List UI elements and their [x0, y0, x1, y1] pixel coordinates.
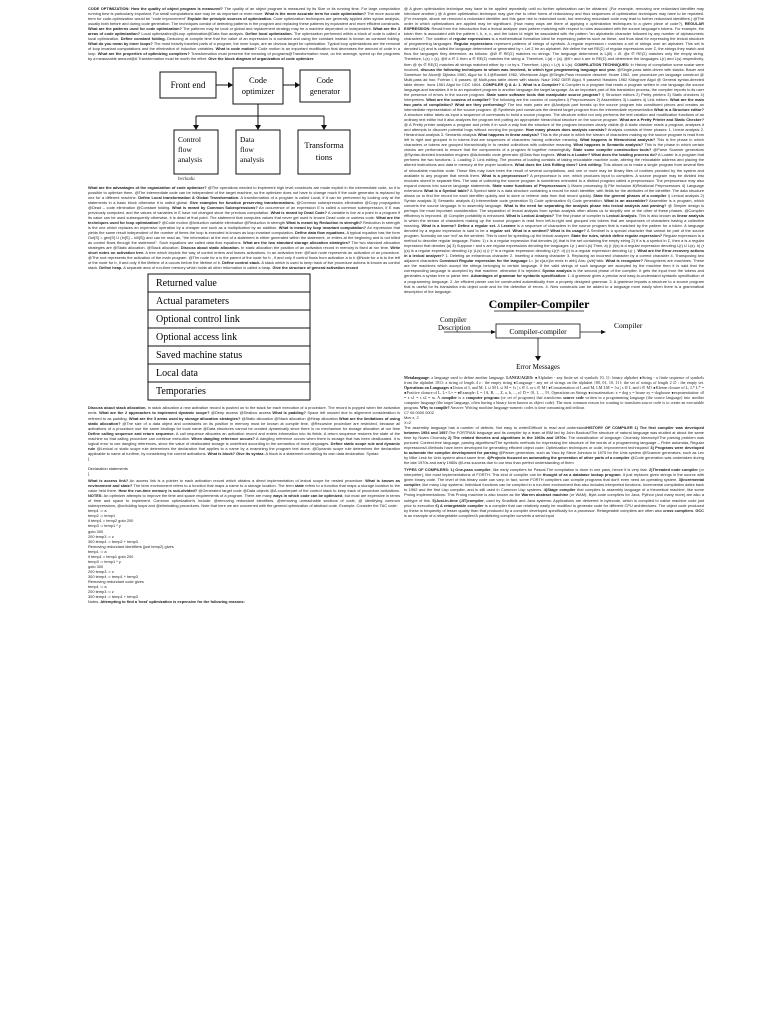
- text-run: 3) Programs were developed to automate the complier development for parsing: [404, 445, 704, 456]
- text-run: What is padding?: [272, 410, 306, 416]
- data-flow-label-2: flow: [240, 144, 254, 154]
- text-run: @ A given optimization technique may have to be applied repeatedly until no further optimization can be obtained. (For example, removing one redundant identifier may introduce another.) @ A given optimization technique may give rise to other forms of redundancy and thus sequences of optimization techniques may have to be repeated. (For example, above we removed a redundant identifier and this gave rise to redundant code, but removing redundant code may lead to further redundant identifiers.) @The order in which optimizations are applied may be significant. (How many ways are there of applying n optimization techniques to a given piece of code?).: [404, 6, 704, 27]
- text-run: is a: [456, 394, 466, 400]
- text-run: compiler: [441, 394, 457, 400]
- code-line: temp2 := temp1: [88, 513, 116, 519]
- text-run: In stack allocation a new activation record is pushed on to the stack for each execution of a procedure. The record is popped when the activation ends.: [88, 405, 400, 416]
- activation-record-diagram: [88, 272, 400, 403]
- code-line: Removing redundant code gives: [88, 579, 144, 584]
- text-run: An occurrence of an expression E is called a common subexpression, if E was previously computed, and the values of variables in E have not changed since the previous computation.: [88, 204, 400, 215]
- text-run: What is meant by loop invariant computation?: [278, 224, 366, 230]
- text-run: is a sequence of characters in the source program that is matched by the pattern for a token. A language denoted by a regular expression is said to be a: [404, 223, 704, 234]
- text-run: The quality of an object program is measured by its Size or its running time. For large computation running time is particularly important. For small computations size may be as important or even more.: [88, 6, 400, 17]
- text-run: An expression that yields the same result independent of the number of times the loop is executed is known as loop invariant computation.: [88, 224, 400, 235]
- lower2-paragraph: [88, 478, 400, 508]
- text-run: that compiles to assembly language of a theoretical machine, like some Prolog implementations: This Prolog machine is also known as the: [404, 487, 704, 498]
- tac-code-listing: [88, 508, 400, 599]
- text-run: GCC: [695, 507, 704, 513]
- text-run: Metalanguage: [404, 374, 429, 380]
- text-run: The first phase of compiler is: [554, 212, 607, 218]
- text-run: .: [693, 507, 696, 513]
- text-run: The most heavily traveled parts of a program, the inner loops, are an obvious target for optimization. Typical loop optimizations are the removal of loop invariant computations and the elimination of induction variables.: [88, 41, 400, 52]
- right-top-paragraph: [404, 6, 704, 294]
- text-run: What is the need for separating the analysis phase into lexical analysis and parsing?: [503, 202, 667, 208]
- text-run: 1. A grammar gives a precise and easy-to-understand syntactic specification of a programming language. 2. An efficient parser can be constructed automatically from a properly designed grammar. 3. A grammar imparts a structure to a source program that is useful for its translation into object code and for the detection of errors. 4. New constructs can be added to a language more easily when there is a grammatical description of the language.: [404, 273, 704, 294]
- text-run: This is the phase in which certain checks are performed to ensure that the components of a program fit together meaningfully.: [404, 142, 704, 153]
- text-run: is a compiler that can relatively easily be modified to generate code for different CPU architectures. The object code produced by these is frequently of lesser quality than that produced by a compiler developed specifically for a processor. Retargetable compilers are often also: [404, 502, 704, 513]
- text-run: What is meant by Dead Code?: [270, 209, 327, 215]
- text-run: @Parse Scanner generators @Syntax-directed translation engines @Automatic code generator @Data flow engines.: [404, 147, 704, 158]
- text-run: State some software tools that manipulate source program?: [486, 91, 601, 97]
- text-run: What happens in linear analysis?: [477, 132, 540, 138]
- text-run: What is a Symbol table?: [423, 187, 470, 193]
- text-run: The optimization performed within a block of code is called a local optimization.: [88, 31, 400, 42]
- data-flow-label-3: analysis: [240, 154, 265, 164]
- text-run: @ A Pretty printer analyses a program and prints it in such a way that the structure of the program becomes clearly visible.@ A static checker reads a program, analyses it and attempts to discover potential bugs without running the program.: [404, 122, 704, 133]
- text-run: What do you mean by inner loops?: [88, 41, 153, 47]
- text-run: @Single-pass table-driven with stacks: Bauer and Samelson for Alcor@ Dijkstra 1960, Algol for X-1@Randell 1962, Whetstone Algol @Single-Pass recursive descent: Hoare 1962, one procedure per language construct @ Multi-pass ad hoc: Fortran I, 6 passes. @ Multi-pass table driven with stacks: Naur 1962 GIER Algol, 9 passes// Hawkins 1962 Kidsgrove Algol @ General syntax-directed table driven: Irons 1961 Algol for CDC 1604.: [404, 66, 704, 87]
- front-end-label: Front end: [170, 79, 206, 90]
- text-run: What happens in Semantic analysis?: [573, 142, 644, 148]
- text-run: TYPES OF COMPILERS: 1) One-pass compiler: [404, 467, 491, 473]
- intro-paragraph: [88, 6, 400, 62]
- text-run: Local optimization@Loop optimization@Data flow analysis.: [140, 31, 246, 37]
- text-run: A stack which is used to keep track of live procedure actions is known as control stack.: [88, 260, 400, 271]
- text-run: What are the main two parts of compilation? What are they performing?: [404, 96, 704, 107]
- text-run: @Lexical or static scope rule determines the declaration that applies to a name by a examining the program text alone. @Dynamic scope rule determines the declaration applicable to name at runtime, by considering the current activations.: [88, 445, 400, 456]
- transformations-label-2: tions: [315, 151, 333, 162]
- text-run: Code optimization techniques are generally applied after syntax analysis, usually both before and during code generation. The techniques consist of detecting patterns in the program and replacing these patterns by equivalent and more efficient constructs.: [88, 16, 400, 27]
- text-run: LANGUAGES:: [506, 374, 534, 380]
- cc-title: Compiler-Compiler: [488, 296, 590, 311]
- text-run: What are the cousins of compiler?: [426, 96, 491, 102]
- code-line: 300 temp4 := temp2 + temp3: [88, 538, 138, 544]
- code-line: Removing redundant identifiers (just temp2) gives: [88, 543, 174, 549]
- text-run: This is the phase in which characters or tokens are grouped hierarchically in to nested collections with collective meaning.: [404, 137, 704, 148]
- text-run: .: [509, 228, 513, 234]
- text-run: 5)Just-in-time (JIT)compiler: [432, 497, 484, 503]
- text-run: ●Union of L and M, L ∪ M L ∪ M = {s | s ∈ L or s ∈ M} ●Concatenation of L and M, LM LM = {st | s ∈ L and t ∈ M} ●Kleene closure of L, L* L* = ●Positive closure of L, L+ L+ = ●Example: L = {A, B, ..., Z, a, b, ..., z} D = {0, 1, ..., 9}. Operations on Strings ●concatenation: x = dog y = house xy = doghouse ●exponentiation: s0 = ε s1 = s s2 = ss. A: [404, 384, 704, 400]
- text-run: Lexical Analysis: [606, 212, 637, 218]
- text-run: A: [496, 223, 502, 229]
- text-run: The two main parts are @Analysis part breaks up the source program into constituent pieces and creates an intermediate representation of the source program. @ Synthesis part constructs the desired target program from the intermediate representation: [404, 101, 704, 112]
- text-run: Reduction in strength is the one which replaces an expensive operation by a cheaper one such as a multiplication by an addition.: [88, 219, 400, 230]
- compiler-compiler-diagram: [404, 296, 704, 373]
- activation-record-field: Temporaries: [156, 386, 206, 398]
- activation-record-field: Local data: [156, 368, 198, 380]
- text-run: The term environment refers to a function that maps a name to a storage location. The term: [132, 483, 295, 489]
- text-run: What does the Link Editing does? Link editing:: [514, 162, 603, 168]
- text-run: Define data flow equations.: [294, 229, 346, 235]
- code-line: 300 temp4 := temp1 + temp3: [88, 594, 138, 600]
- code-line: 200 temp3 := z: [88, 533, 114, 539]
- text-run: COMPILER Q & A: 1. What is a Compiler?: [482, 81, 561, 87]
- text-run: CODE OPTIMIZATION: How the quality of object program is measured?: [88, 6, 223, 11]
- text-run: What is meant by Common Subexpressions?: [171, 204, 258, 210]
- mid-paragraph: [88, 185, 400, 271]
- text-run: This allows us to make a single program from several files of relocatable machine code. These files may have been the result of several compilations, and one or more may be library files of routines provided by the system and available to any program that needs them.: [404, 162, 704, 178]
- activation-record-field: Returned value: [156, 278, 217, 290]
- code-optimizer-diagram-svg: [88, 64, 400, 182]
- metalanguage-paragraph: [404, 375, 704, 410]
- text-run: The two standard allocation strategies are @Static allocation. @Stack allocation.: [88, 240, 400, 251]
- text-run: Analysis consists of three phases: 1. Linear analysis 2. Hierarchical analysis 3. Semantic analysis: [404, 127, 704, 138]
- text-run: @Code generation was undertaken during the late 1970s and early 1980s @Less success due to our less than perfect understanding of them: [404, 455, 704, 466]
- code-generator-box: [300, 70, 350, 102]
- text-run: State the rules, which define regular expression?: [571, 233, 663, 239]
- text-run: A separate area of run-time memory which holds all other information is called a heap.: [122, 265, 273, 271]
- text-run: Discuss about stack allocation.: [88, 405, 147, 411]
- text-run: in which the stream of characters making up the source program is read from left-to-right and grouped into tokens that are sequences of characters having a collective meaning.: [404, 217, 704, 229]
- code-line: temp3 := temp1 * y: [88, 558, 121, 564]
- text-run: 3)Incremental compiler: [404, 477, 704, 488]
- text-run: Code motion is an important modification that decreases the amount of code in a loop.: [88, 46, 400, 57]
- cc-description-label-2: Description: [438, 323, 471, 332]
- text-run: linear analysis: [677, 212, 704, 218]
- text-run: @The size of a data object and constraints on its position in memory must be known at compile time. @Recursive procedure are restricted, because all activations of a procedure use the same bindings for local name @Data structures cannot be created dynamically since there is no mechanism for storage allocation at run time: [88, 420, 400, 431]
- text-run: : The classification of language: Chomsky hierarchy//The parsing problem was pursued: Context-free language, parsing algorithms//The symbolic methods for expressing the structure of the words of a programming language – Finite automata, Regular expressions//-Methods have been developed for generating efficient object code: Optimization techniques or code, improvement techniques//: [404, 434, 704, 451]
- text-run: , like many Lisp systems: Individual functions can be compiled in a run-time environment that also includes interpreted functions. Incremental compilation dates back to 1962 and the first Lisp compiler, and is still used in Common Lisp systems.: [404, 482, 704, 493]
- text-run: The patterns may be local or global and replacement strategy may be a machine dependent or independent.: [181, 26, 373, 32]
- text-run: Space left unused due to alignment consideration is referred to as padding.: [88, 410, 400, 421]
- cc-compiler-label: Compiler: [614, 320, 643, 330]
- text-run: A transformation of a program is called Local, if it can be performed by looking only at the statements in a basic block otherwise it is called global.: [88, 194, 400, 205]
- text-run: ●Alphabet - any finite set of symbols {0, 1}: binary alphabet ●String - a finite sequence of symbols from the alphabet 1011: a string of length 4 ε : the empty string ●Language - any set of strings on the alphabet {00, 01, 10, 11}: the set of strings of length 2 ∅ : the empty set.: [404, 374, 704, 385]
- text-run: Define control stack.: [222, 260, 261, 266]
- text-run: COMPILATION TECHNIQUES:: [574, 61, 630, 67]
- text-run: : a language used to define another language.: [428, 374, 507, 380]
- text-run: Define heap.: [99, 265, 123, 271]
- text-run: What is a lexeme? Define a regular set.: [421, 223, 497, 229]
- notes-last: Notes. Attempting to find a 'best' optimization is expensive for the following reasons:: [88, 599, 245, 605]
- text-run: Answer: Writing machine language-numeric codes is time consuming and tedious: [449, 404, 585, 410]
- text-run: i) Structure editors 2) Pretty printers 3) Static checkers 4) Interpreters.: [404, 91, 704, 102]
- text-run: What are the properties of optimizing compilers?: [97, 51, 190, 57]
- text-run: 4)Projects focused on automating the generation of other parts of a compiler: [487, 455, 630, 461]
- text-run: , used by Smalltalk and Java systems: Applications are delivered in bytecode, which is compiled to native machine code just prior to execution: [404, 497, 704, 508]
- text-run: @Parser generators, such as Yacc by Steve Johnson in 1975 for the Unix system @Scanner generators, such as Lex by Mike Lesk for Unix system about same time.: [404, 450, 704, 461]
- history-paragraph: [404, 425, 704, 465]
- text-run: In History of compilation some scalar were involved,: [404, 61, 704, 72]
- control-flow-label-2: flow: [178, 144, 192, 154]
- text-run: A Sentinel is a special character that cannot be part of the source program. Normally we use 'eof' as the sentinel. This is used for speeding-up the lexical analyzer.: [404, 228, 704, 239]
- code-line: Declaration statements: [88, 465, 128, 471]
- text-run: REGULAR EXPRESSION: [404, 21, 704, 32]
- text-run: What is known as environment and state?: [88, 478, 400, 489]
- text-run: What is a sentinel? What is its usage?: [512, 228, 586, 234]
- text-run: Assembler is a program, which converts the source language in to assembly language.: [404, 197, 704, 208]
- text-run: @Common subexpression elimination @Copy propagation @Dead – code elimination @Constant folding.: [88, 199, 400, 210]
- text-run: What are the 3 areas used by storage allocation strategies?: [128, 415, 241, 421]
- transformations-label-1: Transforma: [304, 139, 344, 150]
- text-run: : Recall from the introduction that a lexical analyser uses pattern matching with respect to rules associated with the source language's tokens. For example, the token then is associated with the pattern t, h, e, n, and the token id might be associated with the pattern "an alphabetic character followed by any number of alphanumeric characters". The notation of: [404, 26, 704, 42]
- text-run: Advantages of grammar for syntactic specification:: [470, 273, 567, 279]
- text-run: cross compilers: [663, 507, 694, 513]
- text-run: HISTORY OF COMPILER 1) The first compiler was developed between 1954 and 1957: [404, 424, 704, 435]
- text-run: What is a Loader? What does the loading process do?: [556, 152, 658, 158]
- text-run: Write short notes on activation tree.: [88, 245, 400, 256]
- text-run: How the run-time memory is sub-divided?: [118, 488, 198, 494]
- activation-record-field: Optional control link: [156, 314, 240, 326]
- text-run: Give the structure of general activation record: [272, 265, 358, 271]
- text-run: What are the patterns used for code optimization?: [88, 26, 182, 32]
- text-run: ways in which code can be optimized: [273, 493, 343, 499]
- text-run: What are the 3 areas of code optimization?: [88, 26, 400, 37]
- text-run: A structure editor takes as input a sequence of commands to build a source program. The structure editor not only performs the text creation and modification functions of an ordinary text editor but it also analyzes the program text putting an appropriate hierarchical structure on the source program.: [404, 111, 704, 123]
- text-run: is a mathematical formalism ideal for expressing patterns such as these, and thus ideal for expressing the lexical structure of programming languages.: [404, 36, 704, 47]
- text-run: A call sequence allocates an activation record and enters information into its fields. A return sequence restores the state of the machine so that calling procedure can continue execution.: [88, 430, 400, 441]
- block-syntax: [88, 456, 400, 476]
- text-run: How many phases does analysis consists?: [525, 127, 607, 133]
- text-run: Syntax analysis: [542, 268, 572, 274]
- text-run: is the second phase of the compiler. It gets the input from the tokens and generates a syntax tree or parse tree.: [404, 268, 704, 279]
- text-run: Explain the principle sources of optimization.: [187, 16, 273, 22]
- code-line: if temp1 = temp2 goto 200: [88, 518, 134, 524]
- text-run: State the general phases of a compiler: [593, 192, 667, 198]
- text-run: Operations on Languages: [404, 384, 449, 390]
- diagram-watermark: beckadu: [178, 176, 195, 182]
- code-line: temp1 := a: [88, 548, 107, 554]
- text-run: Regular expression is a method to describe regular language. Rules: 1) ε is a regular expression that denotes {ε} that is the set containing the empty string 2) If a is a symbol in Σ, then a is a regular expression that denotes {a} 3) Suppose r and s are regular expressions denoting the languages L(r ) and L(s) Then, a) (r )/(s) is a regular expression denoting L(r) U L(s). b) (r )(s) is a regular expression denoting L(r )L(s) c) (r )* is a regular expression denoting L(r)*. d) (r) is a regular expression denoting L(r ).: [404, 233, 704, 254]
- left-column: [88, 6, 400, 1018]
- text-run: source code: [563, 394, 584, 400]
- code-line: Mov x, 2: [404, 414, 419, 420]
- lower-paragraph: [88, 405, 400, 455]
- text-run: A Symbol table is a data structure containing a record for each identifier, with fields for the attributes of the identifier. The data structure allows us to find the record for each identifier quickly and to store or retrieve data from that record quickly.: [404, 187, 704, 198]
- text-run: regular set: [489, 228, 510, 234]
- text-run: What are the advantages of the organization of code optimizer?: [88, 184, 207, 190]
- control-flow-label-1: Control: [178, 134, 201, 144]
- text-run: An optimizer attempts to improve the time and space requirements of a program. There are many: [102, 493, 273, 499]
- cc-error-label: Error Messages: [516, 362, 560, 371]
- text-run: The following are the cousins of compilers i) Preprocessors 2) Assemblers 3) Loaders 4) Link editors.: [490, 96, 670, 102]
- code-line: X=2: [404, 419, 412, 425]
- code-optimizer-label-1: Code: [249, 74, 267, 85]
- types-paragraph: [404, 467, 704, 517]
- text-run: The assembly language has a number of defects: Not easy to write//Difficult to read and understand: [404, 424, 587, 430]
- code-line: goto 300: [88, 528, 104, 534]
- text-run: Define Local transformation & Global Transformation.: [138, 194, 240, 200]
- activation-record-field: Actual parameters: [156, 296, 230, 308]
- text-run: Define static scope rule and dynamic rule: [88, 440, 400, 451]
- text-run: The more accurate term for code-optimization would be "code improvement": [88, 11, 400, 22]
- activation-record-svg: [88, 272, 400, 402]
- text-run: Regular expressions: [453, 41, 493, 47]
- text-run: i) Macro processing ii) File inclusion iii)Relational Preprocessors 4) Language extensions: [404, 182, 704, 193]
- text-run: When dangling reference occurs?: [191, 435, 255, 441]
- control-flow-label-3: analysis: [178, 154, 203, 164]
- text-run: What are the Error-recovery actions in a lexical analyzer?: [404, 248, 704, 259]
- text-run: What is meant by Reduction in strength?: [286, 219, 363, 225]
- text-run: Discuss about static allocation.: [180, 245, 240, 251]
- text-run: Give examples for function preserving transformations.: [189, 199, 295, 205]
- text-run: What is a Structure editor?: [654, 106, 704, 112]
- text-run: A Compiler is a program that reads a program written in one language-the source language-and translates it in to an equivalent program in another language-the target language. As an important part of this translation process, the compiler reports to its user the presence of errors in the source program.: [404, 81, 704, 97]
- text-run: Lexeme: [501, 223, 516, 229]
- text-run: :The FORTRAN language and its compiler by a team at IBM led by John Backus//The structure of natural language was studied at about the same time by Noam Chomsky: [404, 429, 704, 440]
- code-line: temp1 := a: [88, 584, 107, 590]
- text-run: Define constant folding.: [120, 36, 166, 42]
- text-run: Define local optimization.: [245, 31, 293, 37]
- text-run: . This is also known as: [636, 212, 678, 218]
- text-run: What are the two standard storage allocation strategies?: [243, 240, 351, 246]
- code-line: }: [88, 471, 90, 477]
- text-run: 2) The related theories and algorithms in the 1960s and 1970s: [447, 434, 566, 440]
- text-run: (or interpreter), like most implementations of FORTH: This kind of compiler can be: [404, 467, 704, 478]
- text-run: 4)Stage compiler: [543, 487, 576, 493]
- text-run: State some compiler construction tools?: [572, 147, 652, 153]
- text-run: What are the techniques used for loop optimization?: [88, 214, 400, 225]
- text-run: is an example of a retargetable compiler//A parallelizing compiler converts a serial input: [404, 512, 555, 518]
- text-run: Construct Regular expression for the language: [439, 258, 528, 264]
- code-line: goto 300: [88, 563, 104, 569]
- text-run: Warren abstract machine: [521, 492, 569, 498]
- text-run: A variable is live at a point in a program if its value can be used subsequently otherwise, it is dead at that point. The statement that computes values that never get used is known Dead code or useless code.: [88, 209, 400, 220]
- code-line: C7 06 0000 0002: [404, 409, 434, 415]
- text-run: Deducing at compile time that the value of an expression is a constant and using the constant instead is known as constant folding.: [165, 36, 400, 42]
- text-run: What is access link?: [88, 478, 129, 484]
- text-run: What are the 2 approaches to implement dynamic scope?: [99, 410, 210, 416]
- text-run: computer program: [465, 394, 500, 400]
- code-line: 200 temp3 := z: [88, 589, 114, 595]
- text-run: 1. Deleting an extraneous character 2. Inserting a missing character 3. Replacing an incorrect character by a correct character 4. Transposing two adjacent characters: [404, 253, 704, 264]
- text-run: 6) A retargetable compiler: [435, 502, 484, 508]
- text-run: @Deep access @Shallow access: [209, 410, 273, 416]
- text-run: L= {w ε{a,b}/w ends in abb} Ans: {a/b}*abb.: [527, 258, 606, 264]
- text-run: NOTES:: [88, 493, 103, 499]
- text-run: 2)Threaded code compiler: [649, 467, 698, 473]
- text-run: What is the more accurate term for code optimization?: [264, 11, 367, 17]
- text-run: , like early compilers for Pascal:The compilation is done in one pass, hence it is very fast.: [490, 467, 649, 473]
- text-run: @ Simpler design is perhaps the most important consideration. The separation of lexical analysis from syntax analysis often allows us to simplify one or the other of these phases. @Compiler efficiency is improved. @ Compiler portability is enhanced.: [404, 202, 704, 218]
- text-run: thought of as a database lookup program: [542, 472, 621, 478]
- text-run: What happens in Hierarchical analysis?: [579, 137, 656, 143]
- code-line: temp1 := a: [88, 508, 107, 514]
- text-run: A Loader is a program that performs the two functions: 1. Loading 2. Link editing. The process of loading consists of taking relocatable machine code, altering the relocatable address and placing the altered instructions and data in memory at the proper locations.: [404, 152, 704, 168]
- text-run: A typical equation has the form Out[S] = gen[S] U (In[S] – kill[S]) and can be read as, "the information at the end of a statement is either generated within the statement, or enters at the beginning and is not killed as control flows through the statement". Such equations are called data flow equations.: [88, 229, 400, 246]
- assembly-example: [404, 410, 704, 425]
- text-run: @The operations needed to implement high level constructs are made explicit in the intermediate code, so it is possible to optimize them. @The intermediate code can be independent of the target machine, so the optimizer does not have to change much if the code generator is replaced by one for a different machine.: [88, 184, 400, 200]
- text-run: A tree which depicts the way of control enters and leaves activations. In an activation tree: @Each node represents an activation of an procedure. @The root represents the activation of the main program. @The node for a is the parent of the node for b , if and only if control flows from activation a to b @Node for a is to the left of the node for b, if and only if the lifetime of a occurs before the lifetime of b.: [88, 250, 400, 266]
- text-run: Define calling sequence and return sequence.: [88, 430, 175, 436]
- text-run: What is an assembler?: [604, 197, 648, 203]
- text-run: regular expressions: [453, 36, 491, 42]
- data-flow-label-1: Data: [240, 134, 255, 144]
- code-optimizer-label-2: optimizer: [241, 85, 275, 96]
- text-run: state: [294, 483, 304, 489]
- text-run: refers to a function that maps a storage location to the value held there.: [88, 483, 400, 494]
- code-line: 200 temp3 := z: [88, 568, 114, 574]
- activation-record-field: Saved machine status: [156, 350, 243, 362]
- code-line: if temp1 = temp1 goto 200: [88, 553, 134, 559]
- text-run: This is the phase in which the stream of characters making up the source program is read from left to right and grouped in to tokens that are sequences of characters having collective meaning.: [404, 132, 704, 143]
- code-line: 300 temp4 := temp1 + temp3: [88, 573, 138, 579]
- text-run: discuss the following techniques to whom was involved, to which type programming language and year.: [420, 66, 616, 72]
- compiler-compiler-svg: [404, 296, 704, 372]
- code-line: temp3 := temp1 * y: [88, 523, 121, 529]
- text-run: @Generated target code @Data objects @A counterpart of the control stack to keep track of procedure activations.: [197, 488, 400, 494]
- code-generator-label-1: Code: [316, 75, 334, 85]
- text-run: A dangling reference occurs when there is storage that has been deallocated. It is logical error to use dangling references, since the value of deallocated storage is undefined according to the semantics of most languages.: [88, 435, 400, 446]
- right-column: [404, 6, 704, 1018]
- text-run: A preprocessor is one, which produces input to compilers. A source program may be divided into modules stored in separate files. The task of collecting the source program is sometimes entrusted to a distinct program called a preprocessor. The preprocessor may also expand macros into source language statements.: [404, 172, 704, 188]
- text-run: What is a preprocessor?: [481, 172, 529, 178]
- text-run: (or WAM). Byte-code compilers for Java, Python (and many more) are also a subtype of this.: [404, 492, 704, 503]
- text-run: What are the limitations of using static allocation?: [88, 415, 400, 426]
- text-run: What is code motion?: [215, 46, 257, 52]
- text-run: , but most are expensive in terms of time and space to implement. Common optimization's include: @removing redundant identifiers, @removing unreachable sections of code, @ identifying common subexpressions, @unfolding loops and @eliminating procedures. Note that here we are concerned with the general optimization of abstract code. Example. Consider the TAC code:: [88, 493, 400, 509]
- text-run: In static allocation the position of an activation record in memory is fixed at run time.: [239, 245, 391, 251]
- code-line: {: [88, 455, 90, 461]
- text-run: An access link is a pointer to each activation record which obtains a direct implementation of lexical scope for nested procedure.: [128, 478, 366, 484]
- text-run: A block is a statement containing its own data declaration. Syntax:: [264, 450, 380, 456]
- text-run: Give the block diagram of organization of code optimizer.: [208, 56, 315, 62]
- text-run: Why to compile?: [419, 404, 450, 410]
- cc-box-label: Compiler-compiler: [509, 326, 567, 336]
- text-run: @Code motion @Induction variable elimination @Reduction in strength: [160, 219, 287, 225]
- text-run: @Static allocation @Stack allocation @Heap allocation: [240, 415, 340, 421]
- text-run: State some functions of Preprocessors: [492, 182, 567, 188]
- text-run: What is block? Give its syntax.: [207, 450, 265, 456]
- cc-description-label-1: Compiler: [440, 315, 467, 324]
- text-run: What is recognizer?: [605, 258, 644, 264]
- text-run: What are a Pretty Printer and Static Checker?: [619, 117, 704, 123]
- text-run: (or set of programs) that transforms: [499, 394, 564, 400]
- activation-record-field: Optional access link: [156, 332, 238, 344]
- text-run: . It just replaces given strings in the source with given binary code. The level of this binary code can vary; in fact, some FORTH compilers can compile programs that don't even need an operating system.: [404, 472, 704, 483]
- text-run: represent patterns of strings of symbols. A regular expression r matches a set of strings over an alphabet. This set is denoted L(r) and is called the language determined or generated by r. Let Σ be an alphabet. We define the set RE(Σ) of regular expressions over Σ, the strings they match and thus the languages they determine, as follows: @Ø ∈ RE(Σ) matches no strings. The language determined is L(Ø) = Ø. @ε ∈ RE(Σ) matches only the empty string. Therefore, L(ε) = {ε}. @If a ∈ Σ then a ∈ RE(Σ) matches the string a. Therefore, L(a) = {a}. @If r and s are in RE(Σ) and determine the languages L(r) and L(s) respectively, then @ r|s ∈ RE(Σ) matches all strings matched either by r or by s. Therefore, L(r|s) = L(r) ∪ L(s).: [404, 41, 704, 67]
- text-run: Recognizers are machines. These are the machines which accept the strings belonging to certain language. If the valid strings of such language are accepted by the machine then it is said that the corresponding language is accepted by that machine, otherwise it is rejected.: [404, 258, 704, 274]
- code-optimizer-diagram: [88, 64, 400, 183]
- code-generator-label-2: generator: [309, 86, 341, 96]
- text-run: i) Lexical analysis 2) Syntax analysis 3) Semantic analysis 4) Intermediate code generation 5) Code optimization 6) Code generation.: [404, 192, 704, 203]
- text-run: Transformation must preserve the meaning of programs@Transformation must, on the average, speed up the programs by a measurable amount@A Transformation must be worth the effort.: [88, 51, 400, 62]
- text-run: written in a programming language (the source language) into another computer language (the target language, often having a binary form known as object code). The most common reason for wanting to transform source code is to create an executable program.: [404, 394, 704, 410]
- text-run: What is Lexical Analysis?: [506, 212, 555, 218]
